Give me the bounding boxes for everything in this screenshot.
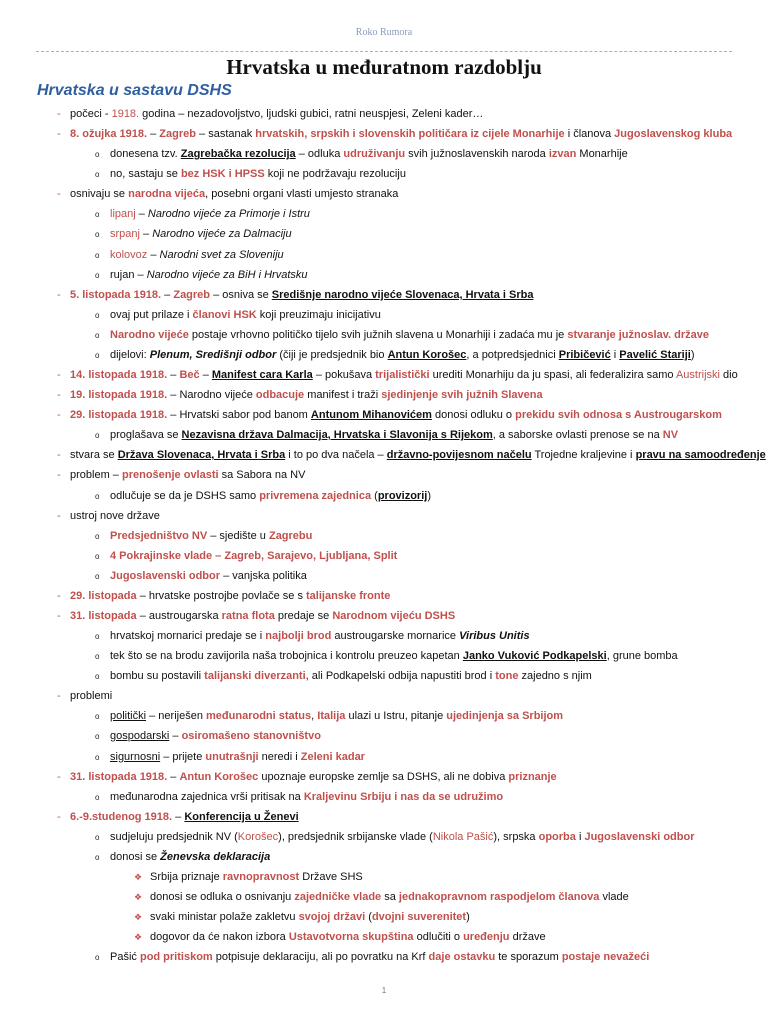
- text-run: Jugoslavenski odbor: [584, 831, 695, 843]
- bullet-level-1: -: [57, 449, 61, 461]
- text-run: Korošec: [237, 831, 279, 843]
- text-run: – neriješen: [146, 710, 207, 722]
- text-run: trijalistički: [375, 369, 430, 381]
- bullet-level-1: -: [57, 409, 61, 421]
- text-run: donosi odluku o: [431, 409, 516, 421]
- list-item: [70, 689, 112, 703]
- text-run: neredi i: [258, 751, 301, 763]
- bullet-level-1: -: [57, 289, 61, 301]
- list-item: [70, 589, 390, 603]
- text-run: Beč: [179, 369, 200, 381]
- list-item: [70, 408, 722, 422]
- page-title: Hrvatska u međuratnom razdoblju: [226, 55, 542, 79]
- list-item: [110, 147, 628, 161]
- text-run: austrougarske mornarice: [331, 630, 460, 642]
- bullet-level-2: o: [95, 572, 100, 581]
- text-run: najbolji brod: [265, 630, 332, 642]
- text-run: Središnje narodno vijeće Slovenaca, Hrvata i Srba: [271, 289, 534, 301]
- text-run: i to po dva načela –: [285, 449, 387, 461]
- bullet-level-2: o: [95, 793, 100, 802]
- list-item: [110, 308, 381, 322]
- text-run: odbacuje: [255, 389, 305, 401]
- list-item: [110, 248, 284, 262]
- text-run: Plenum, Središnji odbor: [149, 349, 277, 361]
- text-run: – Hrvatski sabor pod banom: [167, 409, 311, 421]
- text-run: unutrašnji: [205, 751, 259, 763]
- text-run: ): [466, 911, 470, 923]
- text-run: 31. listopada: [70, 610, 137, 622]
- list-item: [110, 750, 365, 764]
- text-run: udruživanju: [343, 148, 406, 160]
- text-run: ), srpska: [493, 831, 539, 843]
- text-run: hrvatskoj mornarici predaje se i: [110, 630, 266, 642]
- list-item: [110, 489, 431, 503]
- list-item: [110, 669, 592, 683]
- text-run: međunarodni status: [206, 710, 312, 722]
- bullet-level-3: ❖: [134, 932, 143, 942]
- text-run: politički: [110, 710, 147, 722]
- page-header: Roko Rumora: [355, 27, 413, 38]
- section-heading: Hrvatska u sastavu DSHS: [37, 82, 232, 99]
- text-run: manifest i traži: [304, 389, 382, 401]
- text-run: koji preuzimaju inicijativu: [256, 309, 381, 321]
- list-item: [110, 569, 307, 583]
- list-item: [110, 227, 292, 241]
- list-item: [70, 468, 305, 482]
- text-run: prekidu svih odnosa s Austrougarskom: [515, 409, 722, 421]
- text-run: Pribičević: [558, 349, 611, 361]
- text-run: Jugoslavenski odbor: [110, 570, 221, 582]
- text-run: privremena zajednica: [259, 490, 372, 502]
- list-item: [150, 890, 629, 904]
- text-run: Narodno vijeće za Dalmaciju: [152, 228, 292, 240]
- text-run: potpisuje deklaraciju, ali po povratku na Krf: [212, 951, 429, 963]
- text-run: ), predsjednik srbijanske vlade (: [278, 831, 433, 843]
- list-item: [110, 268, 308, 282]
- text-run: države: [509, 931, 546, 943]
- list-item: [150, 930, 546, 944]
- text-run: sa Sabora na NV: [218, 469, 306, 481]
- text-run: , posebni organi vlasti umjesto stranaka: [205, 188, 399, 200]
- text-run: 14. listopada 1918.: [70, 369, 168, 381]
- list-item: [70, 187, 398, 201]
- bullet-level-2: o: [95, 311, 100, 320]
- list-item: [110, 428, 678, 442]
- text-run: – sastanak: [195, 128, 256, 140]
- text-run: oporba: [538, 831, 576, 843]
- text-run: Narodni svet za Sloveniju: [159, 249, 284, 261]
- bullet-level-1: -: [57, 469, 61, 481]
- text-run: Nezavisna država Dalmacija, Hrvatska i Slavonija s Rijekom: [181, 429, 493, 441]
- text-run: Pavelić Stariji: [619, 349, 691, 361]
- list-item: [70, 509, 160, 523]
- bullet-level-2: o: [95, 230, 100, 239]
- text-run: – Narodno vijeće: [167, 389, 256, 401]
- text-run: –: [172, 811, 185, 823]
- text-run: državno-povijesnom načelu: [386, 449, 532, 461]
- list-item: [110, 348, 695, 362]
- text-run: svih južnoslavenskih naroda: [405, 148, 549, 160]
- text-run: Kraljevinu Srbiju i nas da se udružimo: [303, 791, 504, 803]
- list-item: [110, 328, 709, 342]
- text-run: (: [365, 911, 372, 923]
- text-run: Janko Vuković Podkapelski: [462, 650, 607, 662]
- text-run: –: [135, 208, 148, 220]
- bullet-level-2: o: [95, 210, 100, 219]
- text-run: osnivaju se: [70, 188, 129, 200]
- text-run: srpanj: [110, 228, 140, 240]
- text-run: dogovor da će nakon izbora: [150, 931, 289, 943]
- bullet-level-1: -: [57, 510, 61, 522]
- bullet-level-2: o: [95, 632, 100, 641]
- text-run: daje ostavku: [428, 951, 496, 963]
- text-run: Nikola Pašić: [432, 831, 494, 843]
- text-run: , grune bomba: [606, 650, 678, 662]
- text-run: ): [690, 349, 695, 361]
- text-run: zajedno s njim: [518, 670, 592, 682]
- text-run: i: [610, 349, 620, 361]
- text-run: Narodno vijeće za Primorje i Istru: [147, 208, 310, 220]
- text-run: Austrijski: [675, 369, 720, 381]
- text-run: 31. listopada 1918.: [70, 771, 168, 783]
- text-run: – sjedište u: [207, 530, 269, 542]
- text-run: Narodno vijeće za BiH i Hrvatsku: [146, 269, 308, 281]
- text-run: 29. listopada: [70, 590, 137, 602]
- text-run: Antun Korošec: [387, 349, 467, 361]
- text-run: 1918.: [111, 108, 140, 120]
- text-run: pravu na samoodređenje: [635, 449, 766, 461]
- text-run: – odluka: [295, 148, 344, 160]
- text-run: – pokušava: [312, 369, 376, 381]
- text-run: narodna vijeća: [128, 188, 206, 200]
- text-run: ujedinjenja sa Srbijom: [446, 710, 564, 722]
- text-run: izvan: [548, 148, 577, 160]
- text-run: kolovoz: [110, 249, 148, 261]
- text-run: tek što se na brodu zavijorila naša trobojnica i kontrolu preuzeo kapetan: [110, 650, 463, 662]
- list-item: [70, 609, 455, 623]
- text-run: ): [427, 490, 431, 502]
- text-run: svaki ministar polaže zakletvu: [150, 911, 299, 923]
- text-run: sa: [381, 891, 399, 903]
- text-run: bez HSK i HPSS: [180, 168, 265, 180]
- text-run: – osniva se: [210, 289, 272, 301]
- text-run: jednakopravnom raspodjelom članova: [398, 891, 600, 903]
- list-item: [70, 368, 738, 382]
- bullet-level-2: o: [95, 150, 100, 159]
- bullet-level-3: ❖: [134, 872, 143, 882]
- text-run: te sporazum: [495, 951, 562, 963]
- bullet-level-2: o: [95, 251, 100, 260]
- text-run: problemi: [70, 690, 113, 702]
- list-item: [110, 629, 530, 643]
- text-run: tone: [495, 670, 519, 682]
- text-run: ratna flota: [221, 610, 275, 622]
- text-run: 19. listopada 1918.: [70, 389, 168, 401]
- text-run: prenošenje ovlasti: [121, 469, 219, 481]
- bullet-level-2: o: [95, 953, 100, 962]
- text-run: 29. listopada 1918.: [70, 409, 168, 421]
- list-item: [70, 448, 766, 462]
- text-run: ovaj put prilaze i: [110, 309, 193, 321]
- bullet-level-1: -: [57, 128, 61, 140]
- text-run: stvara se: [70, 449, 118, 461]
- bullet-level-1: -: [57, 369, 61, 381]
- list-item: [70, 810, 299, 824]
- text-run: upoznaje europske zemlje sa DSHS, ali ne dobiva: [258, 771, 509, 783]
- text-run: ,: [311, 710, 318, 722]
- text-run: (čiji je predsjednik bio: [276, 349, 388, 361]
- text-run: dvojni suverenitet: [371, 911, 467, 923]
- text-run: NV: [662, 429, 679, 441]
- text-run: i: [575, 831, 585, 843]
- text-run: Jugoslavenskog kluba: [614, 128, 733, 140]
- text-run: Viribus Unitis: [459, 630, 530, 642]
- bullet-level-2: o: [95, 753, 100, 762]
- text-run: odlučuje se da je DSHS samo: [110, 490, 260, 502]
- bullet-level-2: o: [95, 712, 100, 721]
- text-run: lipanj: [110, 208, 136, 220]
- text-run: ravnopravnost: [222, 871, 300, 883]
- list-item: [150, 870, 363, 884]
- text-run: bombu su postavili: [110, 670, 205, 682]
- text-run: međunarodna zajednica vrši pritisak na: [110, 791, 304, 803]
- text-run: Narodno vijeće: [110, 329, 189, 341]
- bullet-level-1: -: [57, 590, 61, 602]
- page-number: 1: [381, 986, 387, 995]
- text-run: zajedničke vlade: [294, 891, 382, 903]
- text-run: – austrougarska: [136, 610, 222, 622]
- bullet-level-2: o: [95, 552, 100, 561]
- text-run: –: [161, 289, 174, 301]
- text-run: Ženevska deklaracija: [160, 851, 271, 863]
- text-run: koji ne podržavaju rezoluciju: [264, 168, 406, 180]
- list-item: [70, 388, 543, 402]
- bullet-level-2: o: [95, 652, 100, 661]
- text-run: Monarhije: [576, 148, 628, 160]
- bullet-level-2: o: [95, 492, 100, 501]
- bullet-level-2: o: [95, 532, 100, 541]
- text-run: članovi HSK: [192, 309, 257, 321]
- text-run: Antun Korošec: [179, 771, 259, 783]
- text-run: Antunom Mihanovićem: [310, 409, 432, 421]
- text-run: Zeleni kadar: [300, 751, 365, 763]
- list-item: [110, 529, 312, 543]
- text-run: talijanske fronte: [306, 590, 391, 602]
- text-run: i članova: [564, 128, 615, 140]
- text-run: Zagreb: [159, 128, 196, 140]
- text-run: problem –: [70, 469, 122, 481]
- text-run: svojoj državi: [298, 911, 366, 923]
- text-run: , a potpredsjednici: [466, 349, 559, 361]
- text-run: donosi se odluka o osnivanju: [150, 891, 295, 903]
- list-item: [110, 709, 563, 723]
- text-run: postaje vrhovno političko tijelo svih južnih slavena u Monarhiji i zadaća mu je: [188, 329, 568, 341]
- text-run: 5. listopada 1918.: [70, 289, 162, 301]
- bullet-level-2: o: [95, 853, 100, 862]
- text-run: donesena tzv.: [110, 148, 181, 160]
- text-run: gospodarski: [110, 730, 170, 742]
- text-run: Zagrebačka rezolucija: [180, 148, 296, 160]
- bullet-level-2: o: [95, 833, 100, 842]
- text-run: dio: [719, 369, 738, 381]
- text-run: Pašić: [110, 951, 140, 963]
- list-item: [110, 729, 321, 743]
- bullet-level-1: -: [57, 610, 61, 622]
- bullet-level-1: -: [57, 188, 61, 200]
- text-run: talijanski diverzanti: [204, 670, 306, 682]
- text-run: Konferencija u Ženevi: [184, 811, 299, 823]
- bullet-level-1: -: [57, 771, 61, 783]
- text-run: Države SHS: [299, 871, 363, 883]
- list-item: [70, 107, 483, 121]
- list-item: [110, 950, 649, 964]
- bullet-level-2: o: [95, 431, 100, 440]
- text-run: Zagrebu: [268, 530, 313, 542]
- text-run: Zagreb: [173, 289, 211, 301]
- text-run: ustroj nove države: [70, 510, 160, 522]
- text-run: pod pritiskom: [139, 951, 213, 963]
- text-run: Narodnom vijeću DSHS: [332, 610, 456, 622]
- bullet-level-2: o: [95, 351, 100, 360]
- text-run: postaje nevažeći: [561, 951, 650, 963]
- text-run: stvaranje južnoslav. države: [567, 329, 709, 341]
- text-run: priznanje: [508, 771, 557, 783]
- bullet-level-2: o: [95, 672, 100, 681]
- list-item: [110, 649, 678, 663]
- text-run: Ustavotvorna skupština: [288, 931, 414, 943]
- text-run: (: [371, 490, 378, 502]
- text-run: predaje se: [274, 610, 333, 622]
- text-run: 4 Pokrajinske vlade – Zagreb, Sarajevo, Ljubljana, Split: [110, 550, 398, 562]
- text-run: 8. ožujka 1918.: [70, 128, 148, 140]
- list-item: [150, 910, 470, 924]
- text-run: no, sastaju se: [110, 168, 181, 180]
- text-run: donosi se: [110, 851, 161, 863]
- text-run: Predsjedništvo NV: [110, 530, 208, 542]
- text-run: osiromašeno stanovništvo: [181, 730, 321, 742]
- text-run: Srbija priznaje: [150, 871, 223, 883]
- list-item: [70, 288, 533, 302]
- text-run: Država Slovenaca, Hrvata i Srba: [117, 449, 286, 461]
- list-item: [110, 167, 406, 181]
- text-run: sudjeluju predsjednik NV (: [110, 831, 238, 843]
- list-item: [70, 127, 732, 141]
- bullet-level-2: o: [95, 331, 100, 340]
- bullet-level-1: -: [57, 108, 61, 120]
- text-run: –: [147, 128, 160, 140]
- bullet-level-1: -: [57, 690, 61, 702]
- text-run: dijelovi:: [110, 349, 150, 361]
- text-run: , a saborske ovlasti prenose se na: [492, 429, 663, 441]
- list-item: [110, 850, 270, 864]
- bullet-level-3: ❖: [134, 912, 143, 922]
- text-run: počeci -: [70, 108, 112, 120]
- list-item: [110, 207, 310, 221]
- text-run: ulazi u Istru, pitanje: [345, 710, 447, 722]
- text-run: sjedinjenje svih južnih Slavena: [381, 389, 543, 401]
- text-run: , ali Podkapelski odbija napustiti brod i: [305, 670, 496, 682]
- text-run: hrvatskih, srpskih i slovenskih političara iz cijele Monarhije: [255, 128, 565, 140]
- text-run: urediti Monarhiju da ju spasi, ali federalizira samo: [429, 369, 676, 381]
- header-rule: [36, 51, 732, 52]
- list-item: [110, 549, 397, 563]
- text-run: –: [199, 369, 212, 381]
- text-run: – prijete: [160, 751, 206, 763]
- bullet-level-3: ❖: [134, 892, 143, 902]
- text-run: vlade: [599, 891, 629, 903]
- bullet-level-2: o: [95, 271, 100, 280]
- text-run: odlučiti o: [413, 931, 464, 943]
- text-run: uređenju: [463, 931, 510, 943]
- list-item: [110, 790, 503, 804]
- text-run: rujan –: [110, 269, 147, 281]
- text-run: –: [147, 249, 160, 261]
- text-run: provizorij: [377, 490, 428, 502]
- text-run: –: [169, 730, 182, 742]
- text-run: –: [167, 771, 180, 783]
- text-run: 6.-9.studenog 1918.: [70, 811, 173, 823]
- bullet-level-2: o: [95, 170, 100, 179]
- text-run: –: [139, 228, 153, 240]
- bullet-level-2: o: [95, 732, 100, 741]
- list-item: [70, 770, 557, 784]
- text-run: – vanjska politika: [220, 570, 307, 582]
- text-run: Italija: [317, 710, 346, 722]
- bullet-level-1: -: [57, 389, 61, 401]
- text-run: proglašava se: [110, 429, 182, 441]
- text-run: –: [167, 369, 180, 381]
- text-run: Trojedne kraljevine i: [531, 449, 636, 461]
- text-run: Manifest cara Karla: [211, 369, 313, 381]
- text-run: sigurnosni: [110, 751, 161, 763]
- text-run: godina – nezadovoljstvo, ljudski gubici, ratni neuspjesi, Zeleni kader…: [139, 108, 484, 120]
- bullet-level-1: -: [57, 811, 61, 823]
- list-item: [110, 830, 694, 844]
- text-run: – hrvatske postrojbe povlače se s: [136, 590, 307, 602]
